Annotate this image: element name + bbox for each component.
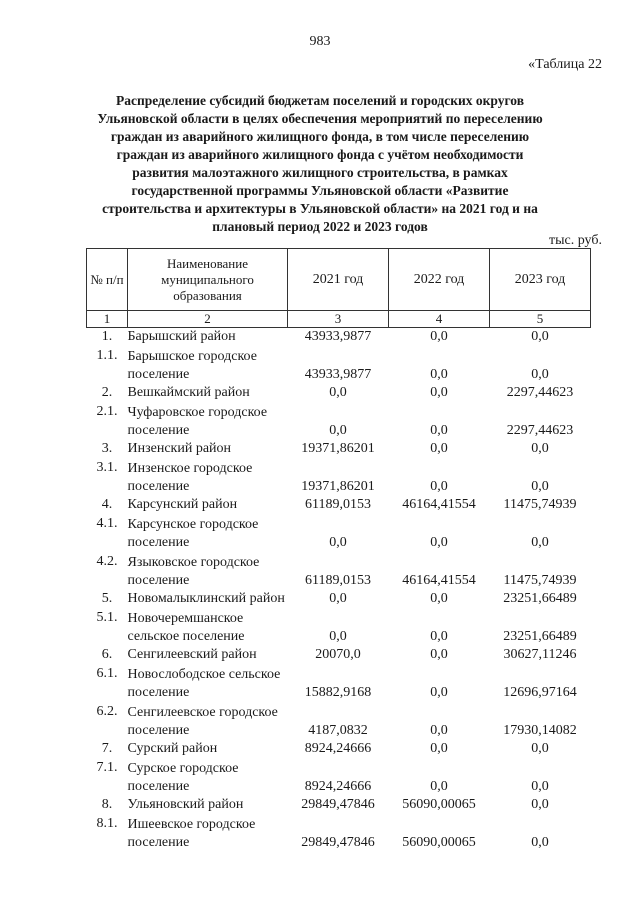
row-name: Сенгилеевский район	[127, 647, 257, 662]
value-2023: 23251,66489	[503, 629, 577, 644]
value-2023: 0,0	[531, 535, 549, 550]
value-2021: 20070,0	[315, 647, 361, 662]
row-number: 7.	[101, 741, 113, 756]
row-number: 8.1.	[96, 816, 118, 831]
value-2023: 0,0	[531, 441, 549, 456]
value-2023: 0,0	[531, 779, 549, 794]
table-row	[87, 814, 591, 852]
column-number: 1	[87, 311, 128, 328]
page-number: 983	[309, 34, 331, 49]
table-row	[87, 740, 591, 758]
row-number: 1.1.	[96, 348, 118, 363]
header-2021: 2021 год	[288, 249, 389, 311]
table-header-row	[87, 249, 591, 311]
value-2021: 0,0	[329, 591, 347, 606]
row-name: Инзенский район	[127, 441, 232, 456]
table-row	[87, 458, 591, 496]
value-2022: 0,0	[430, 423, 448, 438]
table-row	[87, 496, 591, 514]
value-2022: 0,0	[430, 367, 448, 382]
value-2022: 0,0	[430, 385, 448, 400]
row-number: 3.	[101, 441, 113, 456]
value-2022: 0,0	[430, 723, 448, 738]
row-name: Вешкаймский район	[127, 385, 250, 400]
value-2023: 17930,14082	[503, 723, 577, 738]
value-2022: 0,0	[430, 629, 448, 644]
value-2021: 29849,47846	[301, 797, 375, 812]
value-2022: 0,0	[430, 779, 448, 794]
value-2021: 19371,86201	[301, 441, 375, 456]
value-2023: 0,0	[531, 835, 549, 850]
table-row	[87, 664, 591, 702]
row-name: Карсунское городское поселение	[127, 517, 259, 550]
value-2023: 11475,74939	[503, 573, 577, 588]
table-row	[87, 796, 591, 814]
row-number: 7.1.	[96, 760, 118, 775]
value-2021: 61189,0153	[305, 573, 371, 588]
header-name: Наименование муниципального образования	[128, 249, 288, 311]
value-2021: 15882,9168	[304, 685, 372, 700]
value-2022: 46164,41554	[402, 573, 476, 588]
row-name: Барышское городское поселение	[127, 349, 257, 382]
table-row	[87, 328, 591, 347]
value-2021: 0,0	[329, 423, 347, 438]
value-2023: 23251,66489	[503, 591, 577, 606]
value-2021: 0,0	[329, 629, 347, 644]
row-name: Сурский район	[127, 741, 218, 756]
row-number: 2.1.	[96, 404, 118, 419]
value-2021: 4187,0832	[308, 723, 368, 738]
value-2021: 8924,24666	[304, 741, 372, 756]
document-title: Распределение субсидий бюджетам поселений и городских округов Ульяновской области в целях обеспечения мероприятий по переселению граждан из аварийного жилищного фонда, в том числе переселению граждан из аварийного жилищного фонда с учётом необходимости развития малоэтажного жилищного строительства, в рамках государственной программы Ульяновской области «Развитие строительства и архитектуры в Ульяновской области» на 2021 год и на плановый период 2022 и 2023 годов	[97, 93, 543, 234]
row-name: Ишеевское городское поселение	[127, 817, 256, 850]
row-number: 1.	[101, 329, 113, 344]
column-number: 3	[288, 311, 389, 328]
value-2022: 0,0	[430, 591, 448, 606]
value-2021: 0,0	[329, 385, 347, 400]
table-row	[87, 608, 591, 646]
row-name: Сурское городское поселение	[127, 761, 239, 794]
value-2021: 43933,9877	[304, 367, 372, 382]
value-2022: 56090,00065	[402, 835, 476, 850]
value-2022: 0,0	[430, 329, 448, 344]
table-row	[87, 346, 591, 384]
table-row	[87, 402, 591, 440]
row-number: 4.1.	[96, 516, 118, 531]
table-row	[87, 552, 591, 590]
row-number: 2.	[101, 385, 113, 400]
value-2023: 2297,44623	[506, 423, 574, 438]
value-2023: 11475,74939	[503, 497, 577, 512]
row-name: Ульяновский район	[127, 797, 244, 812]
column-number: 2	[128, 311, 288, 328]
table-row	[87, 702, 591, 740]
row-number: 6.2.	[96, 704, 118, 719]
table-row	[87, 590, 591, 608]
row-name: Новочеремшанское сельское поселение	[127, 611, 245, 644]
value-2023: 30627,11246	[503, 647, 577, 662]
value-2023: 0,0	[531, 329, 549, 344]
header-2022: 2022 год	[389, 249, 490, 311]
column-number: 4	[389, 311, 490, 328]
table-row	[87, 440, 591, 458]
subsidy-table	[86, 248, 591, 852]
row-name: Новослободское сельское поселение	[127, 667, 281, 700]
row-number: 5.1.	[96, 610, 118, 625]
table-row	[87, 514, 591, 552]
value-2022: 46164,41554	[402, 497, 476, 512]
table-label: «Таблица 22	[528, 57, 602, 72]
value-2021: 19371,86201	[301, 479, 375, 494]
row-number: 3.1.	[96, 460, 118, 475]
table-row	[87, 384, 591, 402]
value-2022: 0,0	[430, 441, 448, 456]
row-number: 8.	[101, 797, 113, 812]
row-number: 6.	[101, 647, 113, 662]
row-name: Сенгилеевское городское поселение	[127, 705, 278, 738]
value-2022: 0,0	[430, 685, 448, 700]
row-name: Карсунский район	[127, 497, 238, 512]
row-number: 5.	[101, 591, 113, 606]
row-number: 6.1.	[96, 666, 118, 681]
row-name: Языковское городское поселение	[127, 555, 260, 588]
row-name: Барышский район	[127, 329, 236, 344]
column-number: 5	[490, 311, 591, 328]
value-2023: 12696,97164	[503, 685, 577, 700]
row-name: Инзенское городское поселение	[127, 461, 253, 494]
value-2023: 0,0	[531, 479, 549, 494]
header-num: № п/п	[87, 249, 128, 311]
value-2022: 0,0	[430, 647, 448, 662]
row-number: 4.2.	[96, 554, 118, 569]
value-2022: 0,0	[430, 479, 448, 494]
value-2023: 2297,44623	[506, 385, 574, 400]
value-2023: 0,0	[531, 367, 549, 382]
column-number-row	[87, 311, 591, 328]
table-row	[87, 646, 591, 664]
value-2021: 61189,0153	[305, 497, 371, 512]
value-2021: 0,0	[329, 535, 347, 550]
header-2023: 2023 год	[490, 249, 591, 311]
row-number: 4.	[101, 497, 113, 512]
value-2021: 8924,24666	[304, 779, 372, 794]
value-2022: 0,0	[430, 535, 448, 550]
value-2022: 56090,00065	[402, 797, 476, 812]
table-row	[87, 758, 591, 796]
unit-label: тыс. руб.	[549, 233, 602, 248]
row-name: Новомалыклинский район	[127, 591, 285, 606]
value-2022: 0,0	[430, 741, 448, 756]
value-2021: 29849,47846	[301, 835, 375, 850]
value-2021: 43933,9877	[304, 329, 372, 344]
value-2023: 0,0	[531, 741, 549, 756]
row-name: Чуфаровское городское поселение	[127, 405, 268, 438]
value-2023: 0,0	[531, 797, 549, 812]
